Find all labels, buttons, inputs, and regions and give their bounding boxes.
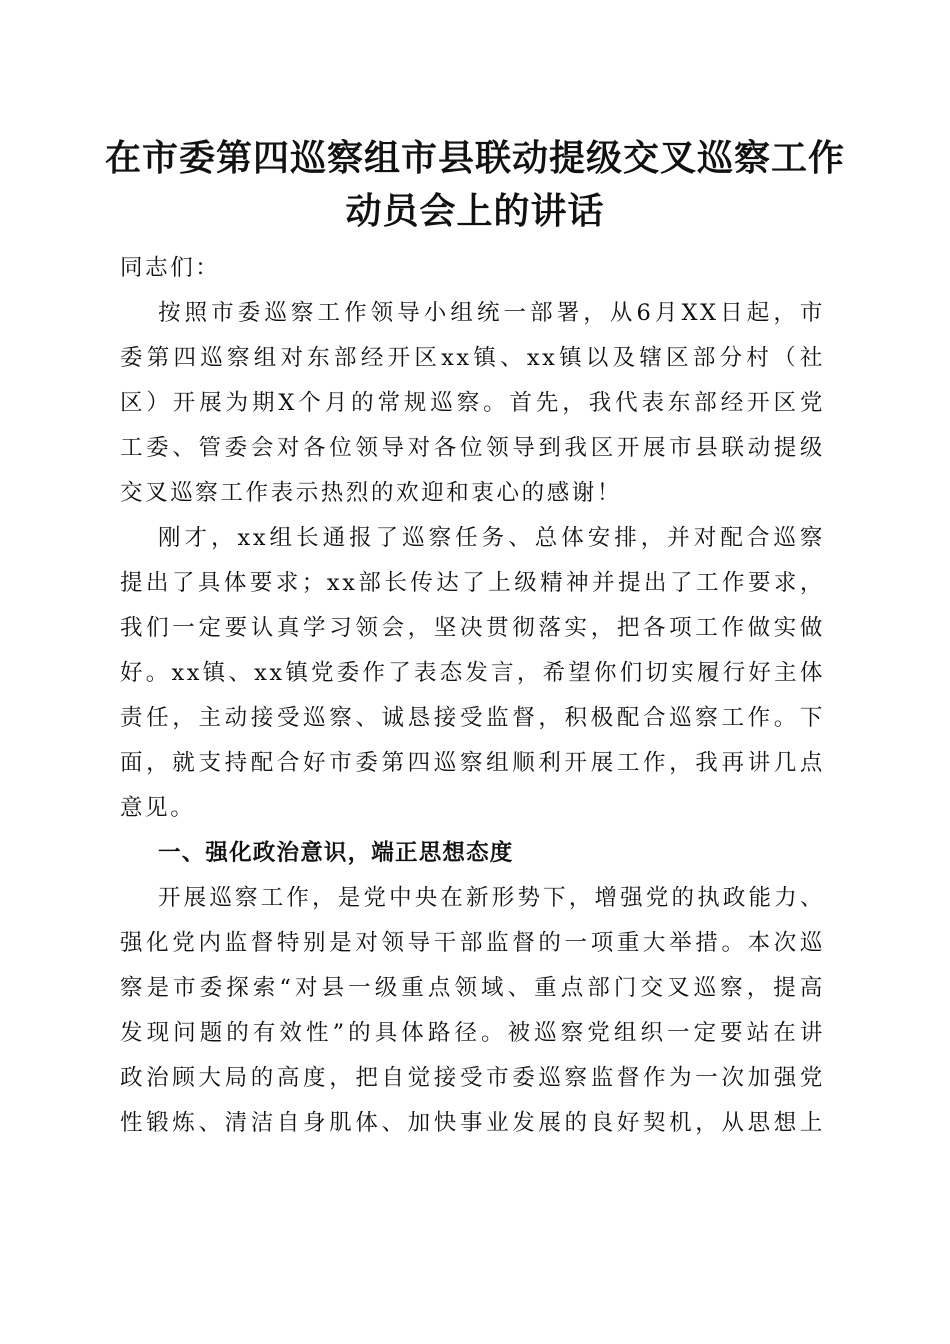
paragraph-1: [120, 291, 825, 516]
paragraph-line: 面，就支持配合好市委第四巡察组顺利开展工作，我再讲几点: [120, 750, 825, 776]
paragraph-line: 性锻炼、清洁自身肌体、加快事业发展的良好契机，从思想上: [120, 1110, 825, 1136]
paragraph-line: 工委、管委会对各位领导对各位领导到我区开展市县联动提级: [120, 435, 825, 461]
paragraph-line: 我们一定要认真学习领会，坚决贯彻落实，把各项工作做实做: [120, 615, 825, 641]
paragraph-line: 提出了具体要求；xx部长传达了上级精神并提出了工作要求，: [120, 570, 825, 596]
paragraph-line: 察是市委探索“对县一级重点领域、重点部门交叉巡察，提高: [120, 975, 825, 1001]
document-title: [100, 132, 850, 238]
title-line: 在市委第四巡察组市县联动提级交叉巡察工作: [104, 137, 845, 179]
paragraph-line: 发现问题的有效性”的具体路径。被巡察党组织一定要站在讲: [120, 1020, 825, 1046]
paragraph-line: 意见。: [120, 795, 196, 821]
paragraph-line: 好。xx镇、xx镇党委作了表态发言，希望你们切实履行好主体: [120, 660, 825, 686]
paragraph-line: 开展巡察工作，是党中央在新形势下，增强党的执政能力、: [158, 885, 825, 911]
paragraph-line: 委第四巡察组对东部经开区xx镇、xx镇以及辖区部分村（社: [120, 345, 825, 371]
paragraph-2: [120, 516, 825, 831]
salutation: 同志们：: [120, 255, 221, 281]
paragraph-3: [120, 876, 825, 1146]
paragraph-line: 交叉巡察工作表示热烈的欢迎和衷心的感谢！: [120, 480, 623, 506]
title-line: 动员会上的讲话: [345, 190, 605, 232]
document-body: [120, 246, 825, 1146]
paragraph-line: 责任，主动接受巡察、诚恳接受监督，积极配合巡察工作。下: [120, 705, 825, 731]
paragraph-line: 按照市委巡察工作领导小组统一部署，从6月XX日起，市: [158, 300, 825, 326]
paragraph-line: 区）开展为期X个月的常规巡察。首先，我代表东部经开区党: [120, 390, 825, 416]
paragraph-line: 政治顾大局的高度，把自觉接受市委巡察监督作为一次加强党: [120, 1065, 825, 1091]
section-heading: 一、强化政治意识，端正思想态度: [158, 840, 514, 866]
paragraph-line: 刚才，xx组长通报了巡察任务、总体安排，并对配合巡察: [158, 525, 825, 551]
paragraph-line: 强化党内监督特别是对领导干部监督的一项重大举措。本次巡: [120, 930, 825, 956]
